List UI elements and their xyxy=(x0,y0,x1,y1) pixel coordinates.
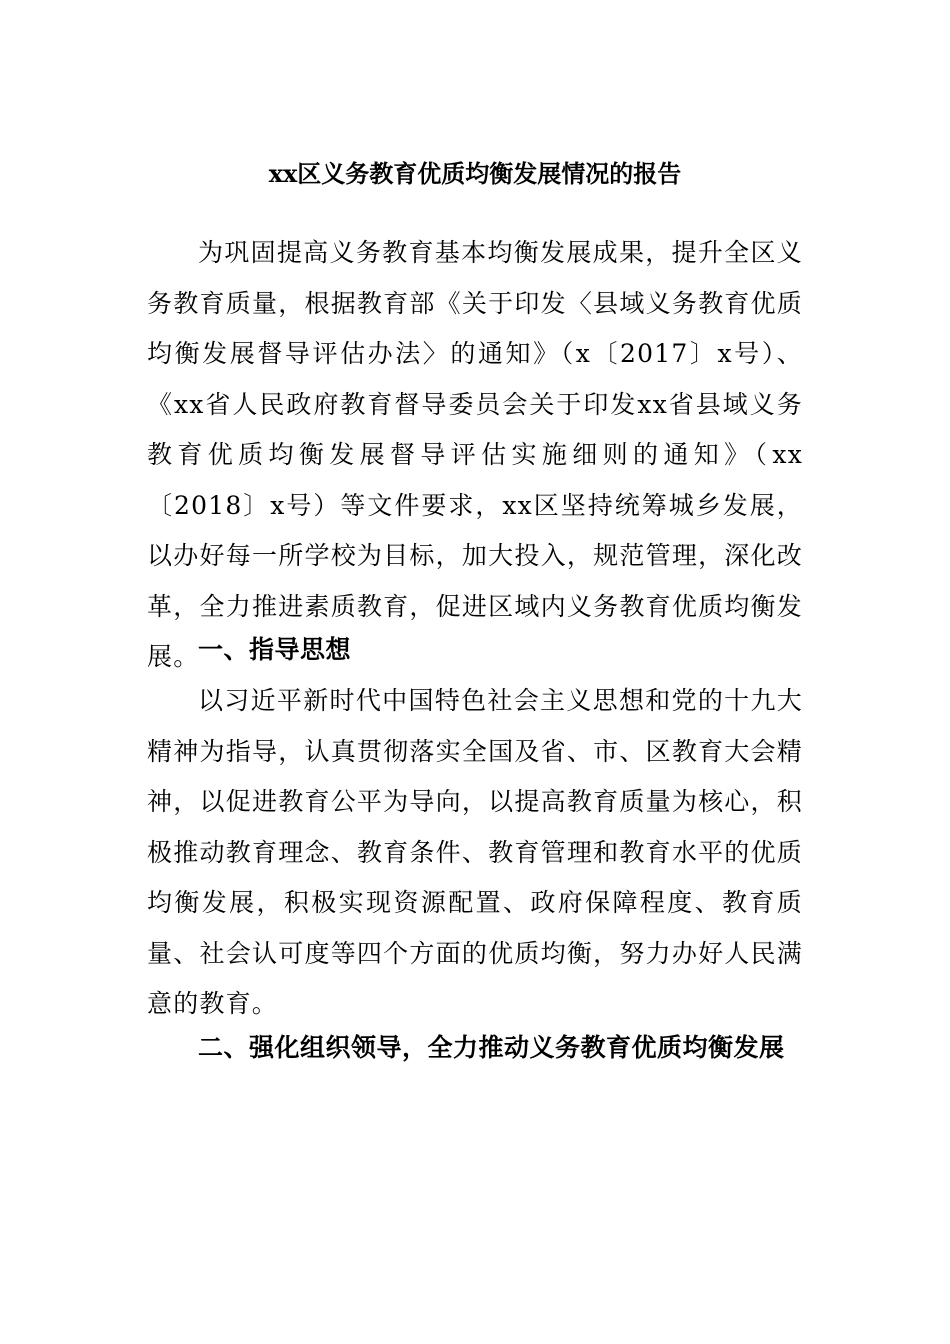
intro-paragraph: 为巩固提高义务教育基本均衡发展成果，提升全区义务教育质量，根据教育部《关于印发〈县域义务教育优质均衡发展督导评估办法〉的通知》（x〔2017〕x号）、《xx省人民政府教育督导委员会关于印发xx省县域义务教育优质均衡发展督导评估实施细则的通知》（xx〔2018〕x号）等文件要求，xx区坚持统筹城乡发展，以办好每一所学校为目标，加大投入，规范管理，深化改革，全力推进素质教育，促进区域内义务教育优质均衡发展。 xyxy=(147,238,803,671)
document-title: xx区义务教育优质均衡发展情况的报告 xyxy=(268,159,682,188)
section-heading-guiding-ideology: 一、指导思想 xyxy=(198,635,352,664)
section-heading-organization-leadership: 二、强化组织领导，全力推动义务教育优质均衡发展 xyxy=(198,1033,785,1062)
guiding-ideology-paragraph: 以习近平新时代中国特色社会主义思想和党的十九大精神为指导，认真贯彻落实全国及省、市、区教育大会精神，以促进教育公平为导向，以提高教育质量为核心，积极推动教育理念、教育条件、教育管理和教育水平的优质均衡发展，积极实现资源配置、政府保障程度、教育质量、社会认可度等四个方面的优质均衡，努力办好人民满意的教育。 xyxy=(147,686,803,1018)
